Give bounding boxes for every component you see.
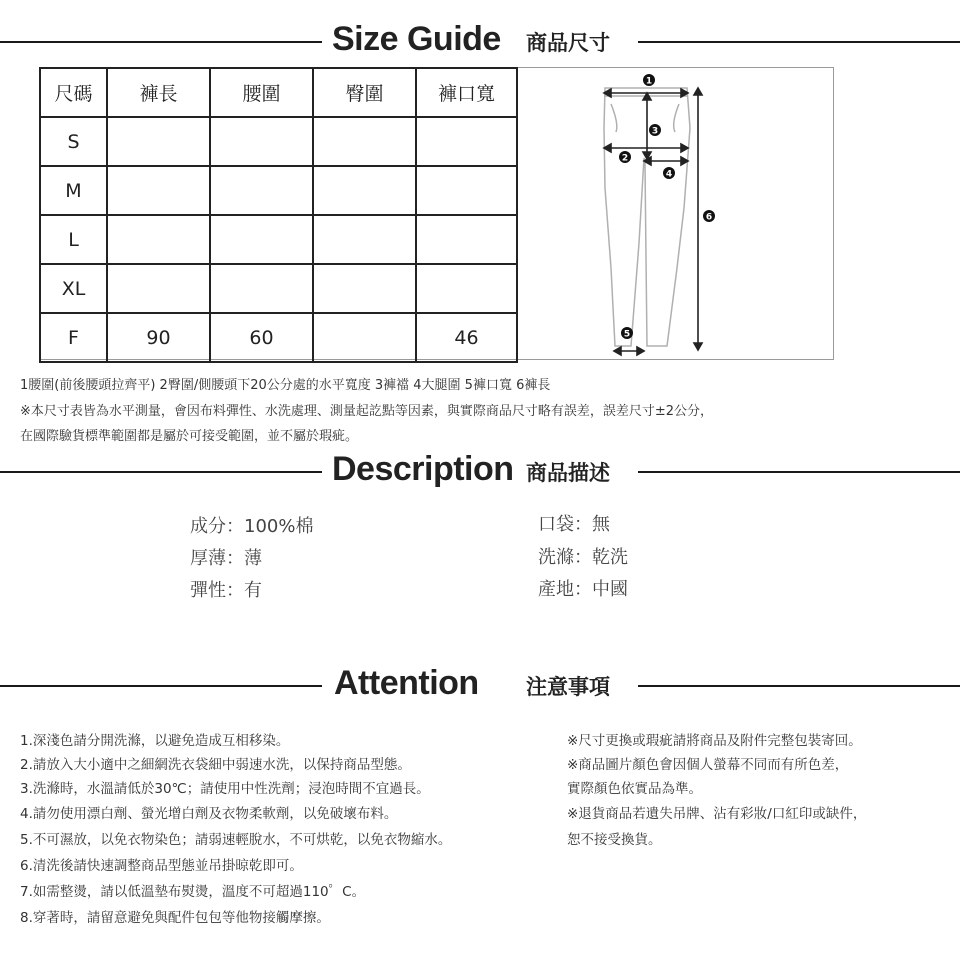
table-cell: [107, 264, 210, 313]
size-label: L: [40, 215, 107, 264]
table-cell: [416, 166, 517, 215]
table-cell: [210, 215, 313, 264]
size-label: M: [40, 166, 107, 215]
marker-6: [703, 210, 715, 223]
care-item-5: 5.不可濕放，以免衣物染色；請弱速輕脫水，不可烘乾，以免衣物縮水。: [20, 832, 452, 848]
table-cell: [210, 264, 313, 313]
attention-title: Attention: [334, 664, 479, 702]
care-item-8: 8.穿著時，請留意避免與配件包包等他物接觸摩擦。: [20, 910, 330, 926]
policy-color: ※商品圖片顏色會因個人螢幕不同而有所色差，: [567, 757, 849, 773]
table-cell: [107, 215, 210, 264]
description-left-rule: [0, 471, 322, 473]
size-note-disclaimer: ※本尺寸表皆為水平測量，會因布料彈性、水洗處理、測量起訖點等因素，與實際商品尺寸略有誤差，誤差尺寸±2公分，: [20, 404, 714, 419]
table-row: [40, 264, 517, 313]
table-cell: [313, 215, 416, 264]
policy-exchange-cont: 恕不接受換貨。: [567, 832, 662, 848]
header-size: 尺碼: [40, 68, 107, 117]
table-cell: [107, 166, 210, 215]
description-right-rule: [638, 471, 960, 473]
size-guide-title: Size Guide: [332, 20, 501, 58]
care-item-1: 1.深淺色請分開洗滌，以避免造成互相移染。: [20, 733, 290, 749]
table-cell: 60: [210, 313, 313, 362]
size-table-header-row: [40, 68, 517, 117]
description-title: Description: [332, 450, 514, 488]
header-waist: 腰圍: [210, 68, 313, 117]
table-row: [40, 166, 517, 215]
attention-subtitle: 注意事項: [526, 675, 610, 699]
table-row: [40, 117, 517, 166]
spec-origin: 產地：中國: [538, 579, 628, 600]
spec-thickness: 厚薄：薄: [190, 548, 262, 569]
spec-pocket: 口袋：無: [538, 514, 610, 535]
care-item-3: 3.洗滌時，水溫請低於30℃；請使用中性洗劑；浸泡時間不宜過長。: [20, 781, 430, 797]
svg-text:2: 2: [621, 153, 629, 164]
table-cell: [210, 166, 313, 215]
header-length: 褲長: [107, 68, 210, 117]
table-row: [40, 313, 517, 362]
svg-text:6: 6: [705, 212, 713, 223]
table-cell: [313, 166, 416, 215]
size-note-disclaimer-cont: 在國際驗貨標準範圍都是屬於可接受範圍，並不屬於瑕疵。: [20, 429, 359, 444]
marker-4: [663, 167, 675, 180]
spec-washing: 洗滌：乾洗: [538, 547, 628, 568]
table-cell: [313, 264, 416, 313]
table-row: [40, 215, 517, 264]
spec-elasticity: 彈性：有: [190, 580, 262, 601]
table-cell: 46: [416, 313, 517, 362]
svg-text:5: 5: [623, 329, 631, 340]
svg-text:1: 1: [645, 76, 653, 87]
policy-color-cont: 實際顏色依實品為準。: [567, 781, 702, 797]
policy-return: ※尺寸更換或瑕疵請將商品及附件完整包裝寄回。: [567, 733, 862, 749]
table-cell: [210, 117, 313, 166]
svg-text:3: 3: [651, 126, 659, 137]
size-label: XL: [40, 264, 107, 313]
marker-1: [643, 74, 655, 87]
table-cell: [416, 264, 517, 313]
header-hem-width: 褲口寬: [416, 68, 517, 117]
table-cell: [313, 313, 416, 362]
size-label: F: [40, 313, 107, 362]
marker-2: [619, 151, 631, 164]
policy-exchange: ※退貨商品若遺失吊牌、沾有彩妝/口紅印或缺件，: [567, 806, 867, 822]
table-cell: [416, 215, 517, 264]
marker-3: [649, 124, 661, 137]
table-cell: [313, 117, 416, 166]
care-item-4: 4.請勿使用漂白劑、螢光增白劑及衣物柔軟劑，以免破壞布料。: [20, 806, 398, 822]
table-cell: [416, 117, 517, 166]
pants-measurement-diagram: [519, 68, 833, 358]
care-item-6: 6.清洗後請快速調整商品型態並吊掛晾乾即可。: [20, 858, 303, 874]
attention-right-rule: [638, 685, 960, 687]
table-cell: [107, 117, 210, 166]
size-label: S: [40, 117, 107, 166]
attention-left-rule: [0, 685, 322, 687]
svg-text:4: 4: [665, 169, 673, 180]
description-subtitle: 商品描述: [526, 461, 610, 485]
table-cell: 90: [107, 313, 210, 362]
care-item-7: 7.如需整燙，請以低溫墊布熨燙，溫度不可超過110゜C。: [20, 884, 366, 900]
spec-material: 成分：100%棉: [190, 516, 314, 537]
size-table: [39, 67, 518, 363]
size-guide-subtitle: 商品尺寸: [526, 31, 610, 55]
size-note-definitions: 1腰圍(前後腰頭拉齊平) 2臀圍/側腰頭下20公分處的水平寬度 3褲襠 4大腿圍 5褲口寬 6褲長: [20, 378, 551, 393]
care-item-2: 2.請放入大小適中之細網洗衣袋細中弱速水洗，以保持商品型態。: [20, 757, 411, 773]
size-guide-right-rule: [638, 41, 960, 43]
header-hip: 臀圍: [313, 68, 416, 117]
size-guide-left-rule: [0, 41, 322, 43]
